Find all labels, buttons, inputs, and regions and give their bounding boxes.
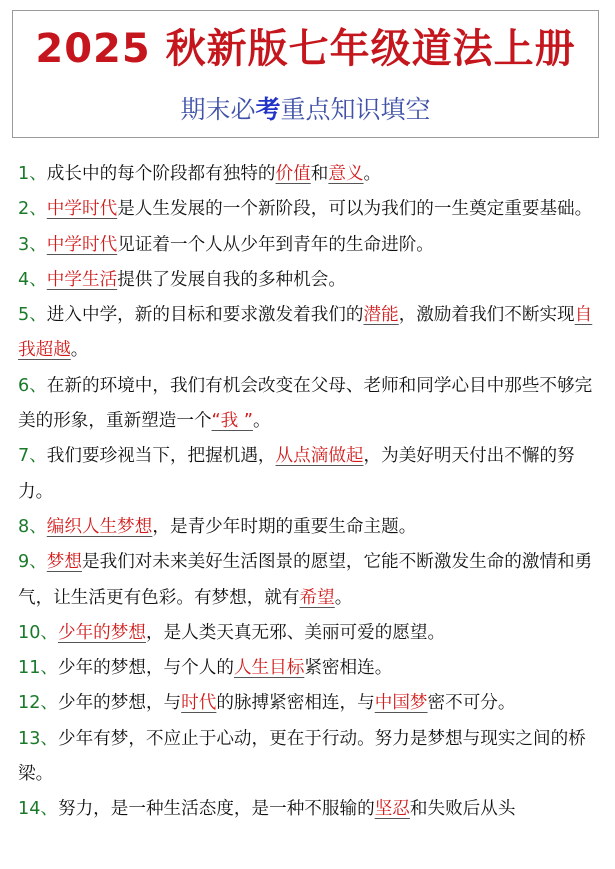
item-number: 1、 — [18, 164, 47, 184]
item-number: 10、 — [18, 622, 58, 643]
key-term: 中学时代 — [46, 234, 118, 255]
subtitle-text-end: 重点知识填空 — [280, 95, 431, 124]
key-term: 坚忍 — [374, 799, 410, 820]
key-term: 梦想 — [46, 552, 82, 573]
item-text: ，为美好明天付出不懈的努力。 — [18, 446, 575, 502]
key-term: 少年的梦想 — [57, 622, 146, 643]
key-term: 潜能 — [363, 305, 399, 326]
key-term: 时代 — [181, 693, 217, 714]
item-text: 。 — [363, 164, 382, 184]
item-text: 和 — [310, 164, 329, 184]
key-term: “我 ” — [211, 411, 253, 432]
list-item — [18, 263, 598, 298]
item-text: ，是青少年时期的重要生命主题。 — [152, 516, 417, 537]
item-text: 少年的梦想，与个人的 — [57, 658, 234, 679]
item-text: 进入中学，新的目标和要求激发着我们的 — [46, 305, 364, 326]
title-box — [12, 10, 599, 138]
list-item — [18, 651, 598, 686]
item-text: 见证着一个人从少年到青年的生命进阶。 — [117, 234, 434, 255]
item-text: ，是人类天真无邪、美丽可爱的愿望。 — [145, 622, 446, 643]
page-title: 2025 秋新版七年级道法上册 — [35, 26, 576, 72]
item-text: 。 — [70, 340, 89, 361]
item-text: 在新的环境中，我们有机会改变在父母、老师和同学心目中那些不够完美的形象，重新塑造一个 — [18, 375, 593, 432]
list-item — [18, 439, 598, 510]
list-item — [18, 616, 598, 651]
item-number: 13、 — [18, 728, 58, 749]
subtitle-emphasis: 考 — [255, 95, 281, 124]
list-item — [18, 369, 598, 440]
item-text: 的脉搏紧密相连，与 — [216, 693, 375, 714]
list-item — [18, 686, 598, 721]
list-item — [18, 192, 598, 227]
item-text: 我们要珍视当下，把握机遇， — [46, 446, 276, 467]
item-number: 11、 — [18, 658, 58, 679]
item-text: 提供了发展自我的多种机会。 — [117, 269, 346, 290]
item-number: 4、 — [18, 269, 47, 290]
list-item — [18, 298, 598, 369]
item-number: 3、 — [18, 234, 47, 255]
item-text: 密不可分。 — [427, 693, 516, 714]
item-text: 努力，是一种生活态度，是一种不服输的 — [57, 799, 375, 820]
knowledge-list — [18, 157, 598, 828]
key-term: 编织人生梦想 — [46, 516, 153, 537]
item-number: 7、 — [18, 446, 47, 467]
key-term: 人生目标 — [233, 658, 305, 679]
item-number: 2、 — [18, 199, 47, 220]
item-number: 14、 — [18, 799, 58, 820]
list-item — [18, 722, 598, 793]
list-item — [18, 157, 598, 192]
key-term: 从点滴做起 — [275, 446, 364, 467]
item-text: 少年的梦想，与 — [57, 693, 182, 714]
key-term: 意义 — [328, 164, 364, 184]
item-text: ，激励着我们不断实现 — [398, 305, 575, 326]
key-term: 价值 — [275, 164, 311, 184]
item-text: 是我们对未来美好生活图景的愿望，它能不断激发生命的激情和勇气，让生活更有色彩。有梦想，就有 — [18, 552, 593, 608]
list-item — [18, 510, 598, 545]
item-number: 6、 — [18, 375, 47, 396]
item-number: 5、 — [18, 305, 47, 326]
key-term: 自我超越 — [18, 305, 593, 361]
key-term: 中国梦 — [374, 693, 428, 714]
item-text: 紧密相连。 — [304, 658, 393, 679]
list-item — [18, 228, 598, 263]
list-item — [18, 792, 598, 827]
item-text: 少年有梦，不应止于心动，更在于行动。努力是梦想与现实之间的桥梁。 — [18, 728, 586, 785]
item-number: 8、 — [18, 516, 47, 537]
page-subtitle — [13, 94, 598, 126]
item-number: 12、 — [18, 693, 58, 714]
item-text: 。 — [252, 411, 271, 432]
key-term: 中学时代 — [46, 199, 118, 220]
item-text: 是人生发展的一个新阶段，可以为我们的一生奠定重要基础。 — [117, 199, 593, 220]
key-term: 中学生活 — [46, 269, 118, 290]
list-item — [18, 545, 598, 616]
item-text: 和失败后从头 — [409, 799, 516, 820]
item-number: 9、 — [18, 552, 47, 573]
subtitle-text-start: 期末必 — [180, 95, 256, 124]
key-term: 希望 — [299, 587, 335, 608]
item-text: 。 — [334, 587, 353, 608]
item-text: 成长中的每个阶段都有独特的 — [46, 164, 276, 184]
